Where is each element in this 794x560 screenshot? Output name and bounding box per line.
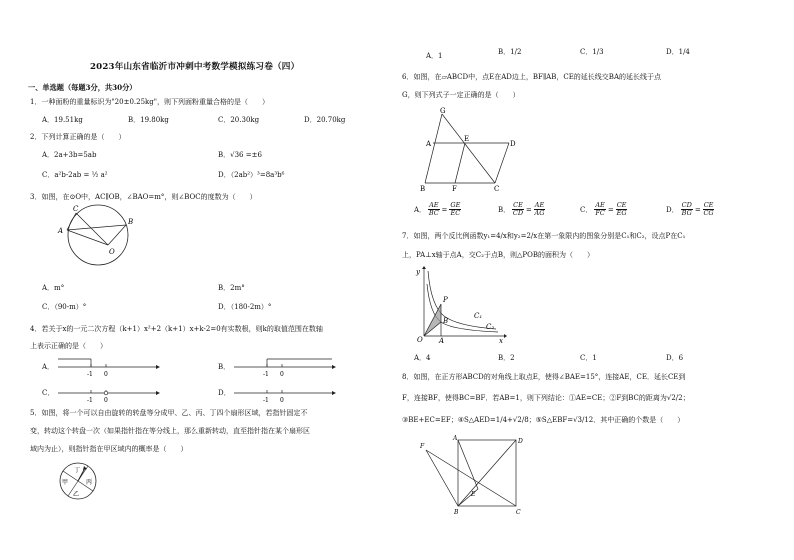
q6-label-b: B: [420, 185, 426, 193]
q3-option-c[interactable]: C．（90-m）°: [42, 303, 87, 311]
q6-fraction-left: $\frac{AE}{BC}$: [428, 201, 439, 218]
svg-text:0: 0: [104, 371, 108, 378]
q4-numberline-d: [234, 382, 334, 404]
q8-stem-line1: 8．如图，在正方形ABCD的对角线上取点E，使得∠BAE=15°，连接AE，CE．延长CE到: [402, 373, 686, 381]
q1-option-b[interactable]: B．19.80kg: [128, 116, 169, 124]
q8-label-e: E: [471, 491, 476, 498]
q7-label-x: x: [499, 337, 503, 345]
q5-option-a[interactable]: A．1: [426, 52, 443, 60]
q8-label-a: A: [453, 435, 458, 442]
svg-text:0: 0: [280, 397, 284, 404]
q6-option-c[interactable]: [580, 202, 627, 218]
q3-option-b[interactable]: B．2m°: [218, 284, 245, 292]
q3-label-b: B: [128, 218, 134, 226]
left-column: [28, 0, 400, 560]
q6-parallelogram-figure: [414, 108, 524, 194]
q2-option-d[interactable]: D．（2ab²）³=8a³b⁶: [218, 171, 285, 179]
q8-stem-line3: ③BE+EC=EF；④S△AED=1/4+√2/8；⑤S△EBF=√3/12．其中正确的个数是（ ）: [402, 416, 685, 424]
q7-label-o: O: [417, 336, 423, 344]
q5-sector-bing: 丙: [86, 479, 93, 486]
q6-fraction-left: $\frac{AE}{FC}$: [595, 201, 605, 218]
q7-label-p: P: [443, 296, 448, 304]
svg-text:-1: -1: [87, 397, 93, 404]
q8-label-c: C: [516, 509, 521, 516]
q5-option-c[interactable]: C．1/3: [580, 48, 604, 56]
svg-text:-1: -1: [263, 397, 269, 404]
q7-stem-line2: 上，PA⊥x轴于点A，交C₂于点B，则△POB的面积为（ ）: [402, 251, 594, 259]
q1-option-d[interactable]: D．20.70kg: [304, 116, 346, 124]
q7-stem-line1: 7．如图，两个反比例函数y₁=4/x和y₂=2/x在第一象限内的图象分别是C₁和C₂，设点P在C₁: [402, 232, 686, 240]
q6-fraction-right: $\frac{CE}{CG}$: [703, 201, 714, 218]
q5-sector-jia: 甲: [62, 479, 69, 486]
svg-text:-1: -1: [87, 371, 93, 378]
q6-fraction-right: $\frac{AE}{AG}$: [534, 201, 545, 218]
q5-sector-yi: 乙: [73, 491, 80, 498]
q2-option-c[interactable]: C．a²b-2ab = ½ a²: [42, 171, 108, 179]
q7-label-c1: C₁: [474, 312, 483, 320]
q5-stem-line1: 5．如图，将一个可以自由旋转的转盘等分成甲、乙、丙、丁四个扇形区域，若指针固定不: [30, 409, 308, 417]
q6-option-key: D．: [666, 205, 679, 214]
q6-option-key: C．: [580, 205, 593, 214]
svg-text:0: 0: [280, 371, 284, 378]
section-heading: 一、单选题（每题3分，共30分）: [28, 83, 137, 92]
q4-stem-line2: 上表示正确的是（ ）: [30, 342, 107, 350]
q6-equals: =: [441, 205, 448, 214]
q6-stem-line1: 6．如图，在▱ABCD中，点E在AD边上，BF∥AB，CE的延长线交BA的延长线于点: [402, 73, 662, 81]
q3-circle-figure: [54, 205, 134, 271]
q5-spinner-figure: [58, 461, 100, 503]
q5-stem-line3: 域内为止），则指针指在甲区域内的概率是（ ）: [30, 445, 188, 453]
q6-label-f: F: [452, 185, 457, 193]
q6-label-d: D: [510, 140, 516, 148]
q1-option-a[interactable]: A．19.51kg: [42, 116, 83, 124]
q6-option-key: A．: [414, 205, 427, 214]
q6-label-e: E: [464, 135, 470, 143]
q4-numberline-c: [58, 382, 158, 404]
q8-square-figure: [418, 436, 530, 516]
q1-option-c[interactable]: C．20.30kg: [218, 116, 260, 124]
q3-option-d[interactable]: D．（180-2m）°: [218, 303, 272, 311]
svg-text:0: 0: [104, 397, 108, 404]
q8-label-f: F: [420, 443, 425, 450]
q2-option-a[interactable]: A．2a+3b=5ab: [42, 151, 97, 159]
q7-label-y: y: [416, 268, 420, 276]
q1-stem: 1．一种面粉的重量标识为"20±0.25kg"，则下列面粉重量合格的是（ ）: [30, 98, 269, 106]
q4-option-d[interactable]: D．: [218, 389, 231, 397]
q6-option-key: B．: [498, 205, 511, 214]
q8-label-b: B: [454, 509, 459, 516]
q3-stem: 3．如图，在⊙O中，AC∥OB，∠BAO=m°，则∠BOC的度数为（ ）: [30, 193, 257, 201]
q4-option-a[interactable]: A．: [42, 363, 55, 371]
q4-numberline-b: [234, 356, 334, 378]
q4-numberline-a: [58, 356, 158, 378]
q2-option-b[interactable]: B．√36 =±6: [218, 151, 262, 159]
q7-option-d[interactable]: D．6: [666, 354, 684, 362]
q6-equals: =: [607, 205, 614, 214]
q7-label-b: B: [443, 317, 449, 325]
q5-sector-ding: 丁: [74, 467, 81, 474]
q8-stem-line2: F，连接BF，使得BC=BF．若AB=1，则下列结论：①AE=CE；②F到BC的距离为√2/2；: [402, 394, 690, 402]
q5-stem-line2: 变，转动这个转盘一次（如果指针指在等分线上，那么重新转动，直至指针指在某个扇形区: [30, 427, 310, 435]
q5-option-d[interactable]: D．1/4: [666, 48, 690, 56]
q6-label-g: G: [440, 107, 446, 115]
q7-label-c2: C₂: [486, 323, 495, 331]
q7-hyperbola-figure: [414, 266, 506, 345]
svg-text:-1: -1: [263, 371, 269, 378]
q6-equals: =: [525, 205, 532, 214]
q5-option-b[interactable]: B．1/2: [498, 48, 522, 56]
q6-label-a: A: [426, 140, 432, 148]
q3-label-c: C: [73, 205, 79, 213]
q7-option-a[interactable]: A．4: [414, 354, 431, 362]
q6-option-a[interactable]: [414, 202, 461, 218]
q7-option-b[interactable]: B．2: [498, 354, 515, 362]
q6-option-b[interactable]: [498, 202, 545, 218]
page-title: 2023年山东省临沂市冲刺中考数学模拟练习卷（四）: [90, 62, 300, 72]
q2-stem: 2．下列计算正确的是（ ）: [30, 133, 126, 141]
q6-fraction-right: $\frac{CE}{EG}$: [616, 201, 627, 218]
q7-label-a: A: [439, 337, 445, 345]
q6-fraction-left: $\frac{CE}{CD}$: [512, 201, 524, 218]
q6-fraction-right: $\frac{GE}{EC}$: [450, 201, 461, 218]
q4-option-b[interactable]: B．: [218, 363, 231, 371]
right-column: [400, 0, 772, 560]
q7-option-c[interactable]: C．1: [580, 354, 597, 362]
q3-label-o: O: [109, 248, 115, 256]
q4-option-c[interactable]: C．: [42, 389, 55, 397]
q4-stem-line1: 4．若关于x的一元二次方程（k+1）x²+2（k+1）x+k-2=0有实数根，则k的取值范围在数轴: [30, 325, 323, 333]
q6-label-c: C: [494, 185, 500, 193]
q6-option-d[interactable]: [666, 202, 714, 218]
q6-fraction-left: $\frac{CD}{BG}$: [681, 201, 692, 218]
q3-label-a: A: [58, 227, 64, 235]
q6-stem-line2: G，则下列式子一定正确的是（ ）: [402, 91, 520, 99]
q6-equals: =: [694, 205, 701, 214]
q8-label-d: D: [518, 438, 523, 445]
q3-option-a[interactable]: A．m°: [42, 284, 65, 292]
